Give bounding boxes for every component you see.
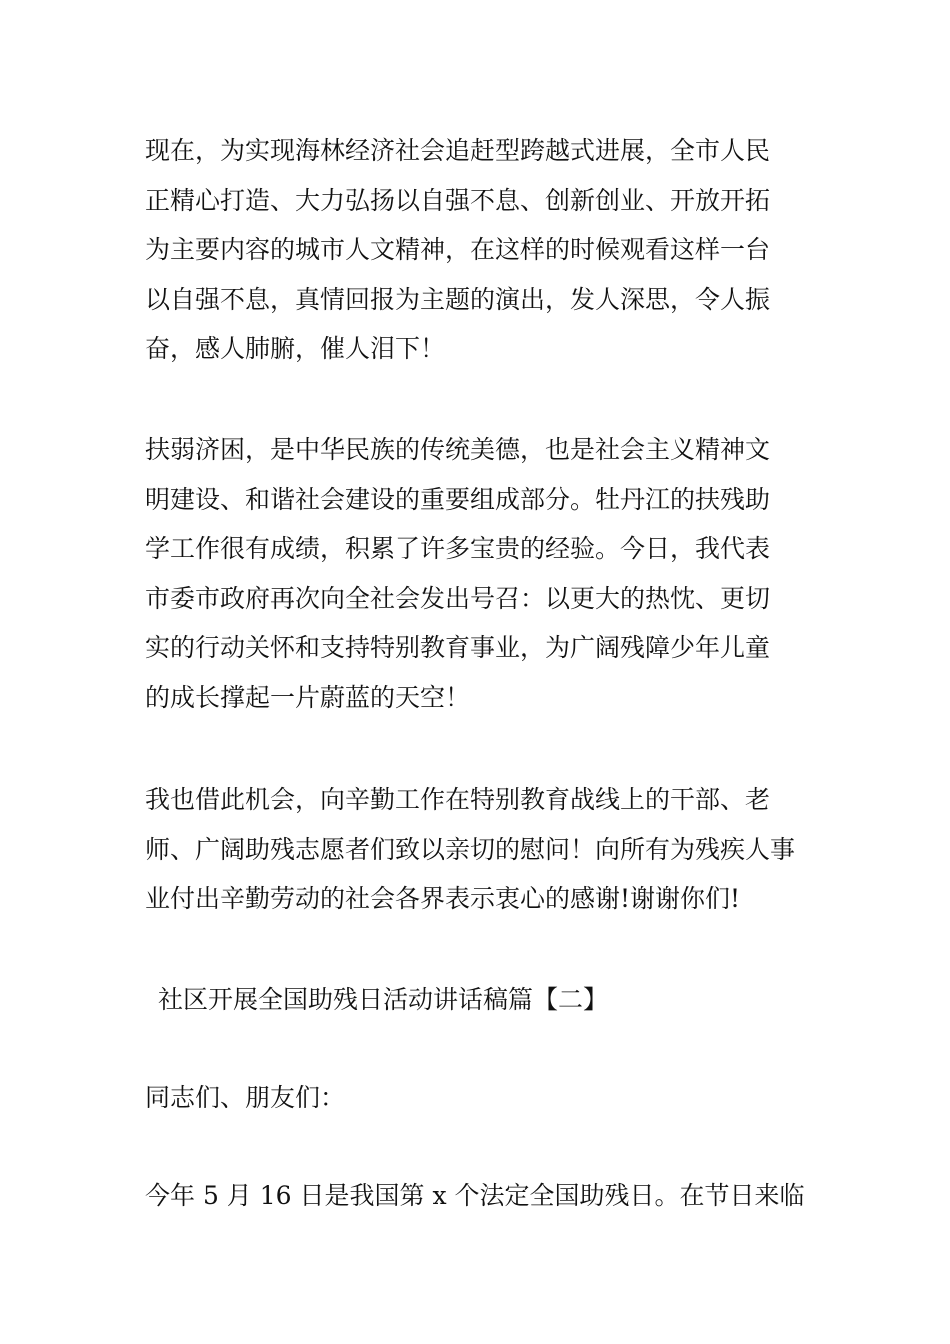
paragraph-1	[145, 126, 815, 374]
paragraph-line: 今年 5 月 16 日是我国第 x 个法定全国助残日。在节日来临	[145, 1181, 805, 1210]
paragraph-line: 正精心打造、大力弘扬以自强不息、创新创业、开放开拓	[145, 185, 771, 215]
paragraph-line: 业付出辛勤劳动的社会各界表示衷心的感谢!谢谢你们!	[145, 884, 741, 913]
paragraph-line: 奋，感人肺腑，催人泪下！	[145, 334, 446, 363]
paragraph-line: 我也借此机会，向辛勤工作在特别教育战线上的干部、老	[145, 785, 771, 814]
paragraph-2	[145, 425, 815, 722]
paragraph-line: 学工作很有成绩，积累了许多宝贵的经验。今日，我代表	[145, 534, 771, 563]
paragraph-line: 实的行动关怀和支持特别教育事业，为广阔残障少年儿童	[145, 633, 771, 662]
paragraph-line: 的成长撑起一片蔚蓝的天空！	[145, 682, 471, 712]
paragraph-3	[145, 775, 815, 924]
greeting	[145, 1073, 815, 1123]
greeting-line: 同志们、朋友们：	[145, 1083, 346, 1112]
paragraph-line: 现在，为实现海林经济社会追赶型跨越式进展，全市人民	[145, 136, 771, 165]
paragraph-line: 以自强不息，真情回报为主题的演出，发人深思，令人振	[145, 284, 771, 314]
paragraph-line: 扶弱济困，是中华民族的传统美德，也是社会主义精神文	[145, 435, 771, 464]
paragraph-line: 市委市政府再次向全社会发出号召：以更大的热忱、更切	[145, 583, 771, 613]
paragraph-line: 为主要内容的城市人文精神，在这样的时候观看这样一台	[145, 235, 771, 264]
section-heading: 社区开展全国助残日活动讲话稿篇【二】	[158, 985, 609, 1014]
paragraph-line: 师、广阔助残志愿者们致以亲切的慰问！向所有为残疾人事	[145, 834, 796, 864]
paragraph-line: 明建设、和谐社会建设的重要组成部分。牡丹江的扶残助	[145, 484, 771, 514]
paragraph-4	[145, 1171, 815, 1221]
